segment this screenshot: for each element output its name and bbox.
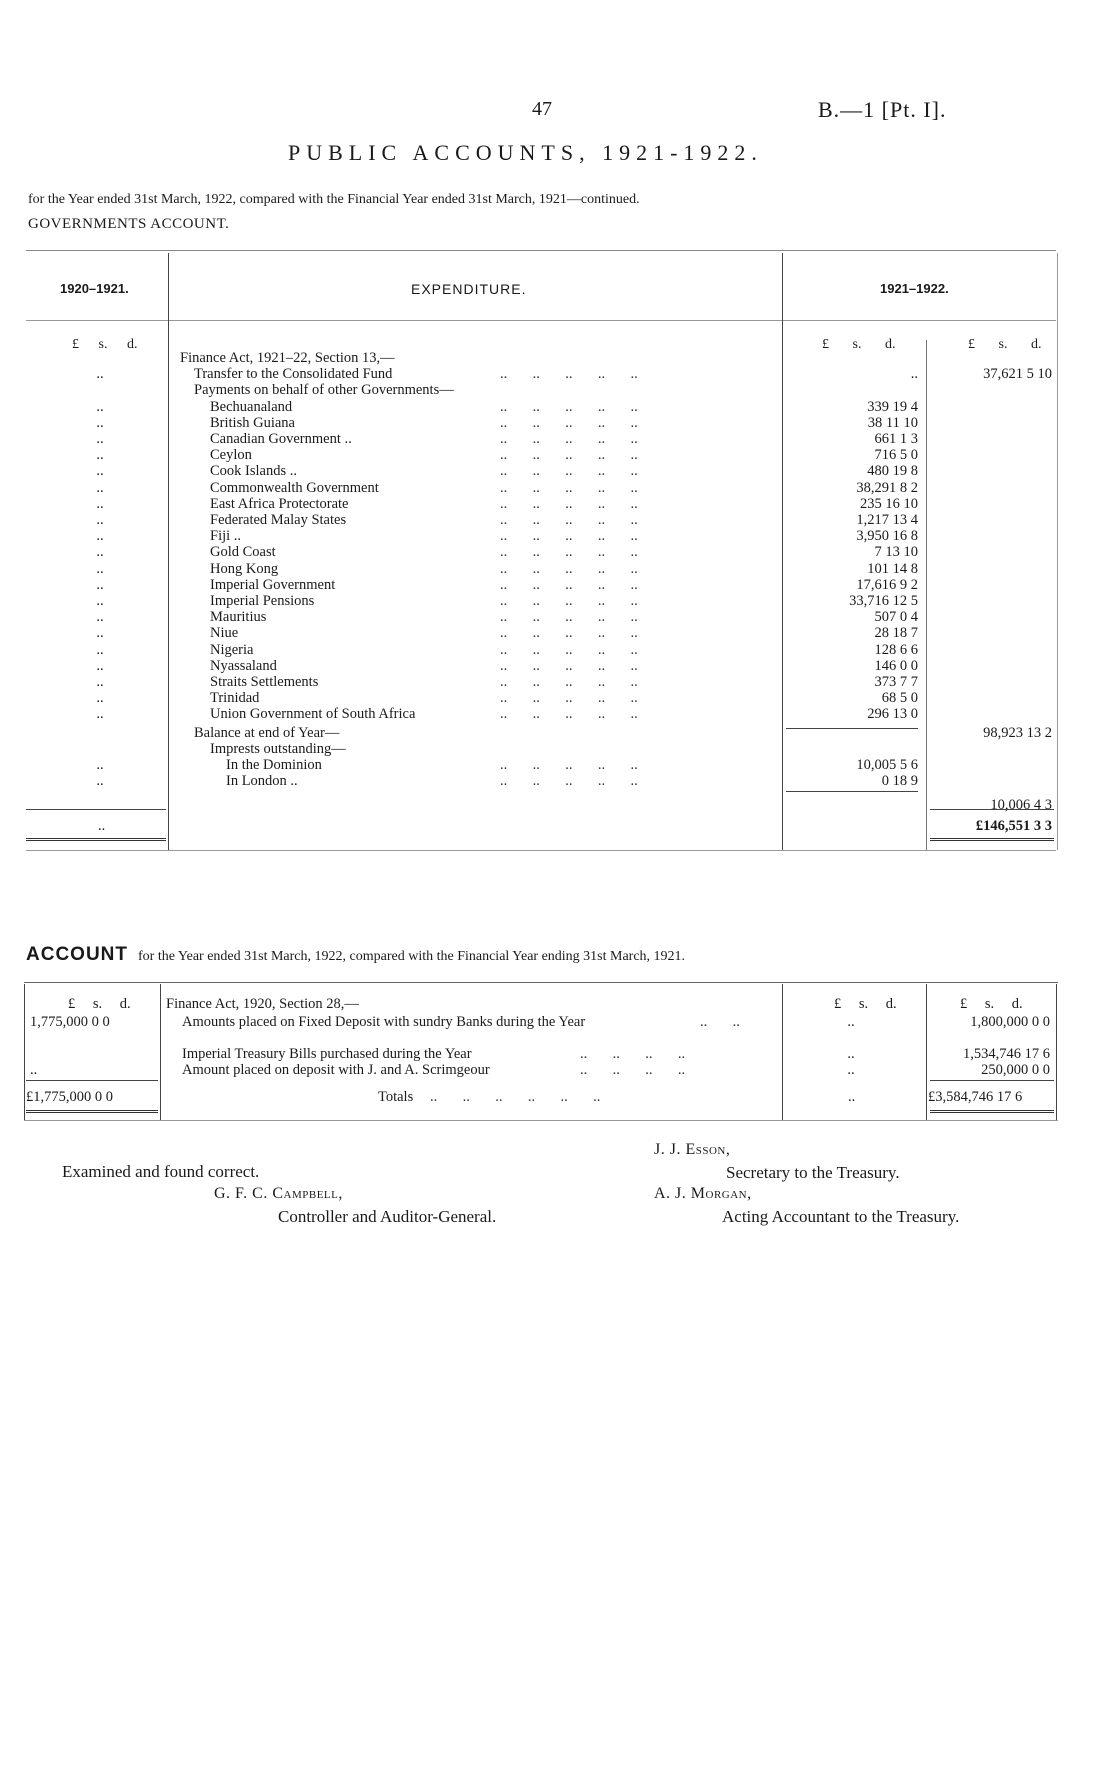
gov-row-label: Balance at end of Year—	[194, 724, 340, 741]
gov-row-leader-dots: .. .. .. .. ..	[500, 463, 638, 480]
gov-row-left-value: ..	[96, 757, 104, 773]
account-row-outer-value: 250,000 0 0	[981, 1062, 1050, 1078]
gov-row-inner-value: 1,217 13 4	[856, 512, 918, 528]
gov-row-leader-dots: .. .. .. .. ..	[500, 366, 638, 383]
gov-total-left: ..	[98, 818, 106, 834]
gov-row-inner-value: 38 11 10	[867, 414, 918, 431]
gov-row-label: Imprests outstanding—	[210, 740, 346, 757]
gov-row-leader-dots: .. .. .. .. ..	[500, 414, 638, 431]
account-row-label: Amounts placed on Fixed Deposit with sundry Banks during the Year	[182, 1014, 586, 1030]
gov-row-label: Federated Malay States	[210, 512, 347, 528]
column-header-1920-1921: 1920–1921.	[60, 281, 129, 296]
auditor-name: G. F. C. Campbell,	[214, 1185, 343, 1202]
gov-row-leader-dots: .. .. .. .. ..	[500, 528, 638, 545]
gov-row-label: Imperial Pensions	[210, 593, 315, 609]
gov-row-label: Transfer to the Consolidated Fund	[194, 366, 393, 383]
gov-row-left-value: ..	[96, 641, 104, 658]
gov-row-left-value: ..	[96, 463, 104, 480]
gov-row-outer-value: 98,923 13 2	[983, 724, 1052, 741]
unit-header-left: £ s. d.	[72, 337, 138, 352]
gov-row-left-value: ..	[96, 560, 104, 577]
gov-row-label: Payments on behalf of other Governments—	[194, 382, 454, 399]
gov-row-leader-dots: .. .. .. .. ..	[500, 657, 638, 674]
gov-row-left-value: ..	[96, 512, 104, 528]
account-title	[26, 944, 685, 966]
account-total-label: Totals	[378, 1089, 414, 1105]
gov-row-left-value: ..	[96, 625, 104, 642]
auditor-title: Controller and Auditor-General.	[278, 1207, 497, 1226]
gov-row-label: Gold Coast	[210, 544, 276, 561]
account-unit-mid: £ s. d.	[834, 996, 897, 1012]
gov-row-left-value: ..	[96, 690, 104, 707]
gov-row-inner-value: 296 13 0	[867, 706, 918, 723]
gov-row-label: Imperial Government	[210, 576, 336, 593]
account-row-leader-dots: .. .. .. ..	[580, 1062, 686, 1078]
gov-row-label: Commonwealth Government	[210, 479, 379, 496]
gov-row-inner-value: 480 19 8	[867, 463, 918, 480]
gov-row-inner-value: 10,005 5 6	[856, 757, 918, 773]
gov-row-label: East Africa Protectorate	[210, 495, 349, 512]
gov-row-outer-value: 10,006 4 3	[990, 797, 1052, 814]
gov-row-label: Mauritius	[210, 609, 267, 626]
gov-row-inner-value: 28 18 7	[874, 625, 918, 642]
account-row-leader-dots: .. .. .. ..	[580, 1046, 686, 1062]
section-title: GOVERNMENTS ACCOUNT.	[28, 216, 230, 232]
gov-row-left-value: ..	[96, 414, 104, 431]
gov-row-inner-value: 507 0 4	[874, 609, 918, 626]
gov-row-leader-dots: .. .. .. .. ..	[500, 560, 638, 577]
gov-row-label: In the Dominion	[226, 757, 322, 773]
account-row-inner-value: ..	[847, 1062, 855, 1078]
page-number: 47	[532, 98, 552, 120]
gov-row-inner-value: 128 6 6	[874, 641, 918, 658]
gov-row-inner-value: 339 19 4	[867, 398, 918, 415]
gov-row-left-value: ..	[96, 773, 104, 790]
gov-row-left-value: ..	[96, 593, 104, 609]
gov-row-label: Niue	[210, 625, 239, 642]
account-title-bold: ACCOUNT	[26, 944, 128, 965]
gov-row-label: British Guiana	[210, 414, 295, 431]
account-row-label: Imperial Treasury Bills purchased during the Year	[182, 1046, 472, 1062]
account-total-left: £1,775,000 0 0	[26, 1089, 113, 1105]
gov-row-inner-value: 661 1 3	[874, 431, 918, 447]
column-header-1921-1922: 1921–1922.	[880, 281, 949, 296]
gov-row-leader-dots: .. .. .. .. ..	[500, 641, 638, 658]
secretary-name: J. J. Esson,	[654, 1141, 731, 1158]
account-row-outer-value: 1,534,746 17 6	[963, 1046, 1050, 1062]
gov-row-left-value: ..	[96, 657, 104, 674]
page-title: PUBLIC ACCOUNTS, 1921-1922.	[288, 140, 763, 165]
gov-row-leader-dots: .. .. .. .. ..	[500, 625, 638, 642]
gov-row-inner-value: 146 0 0	[874, 657, 918, 674]
unit-header-right: £ s. d.	[968, 337, 1042, 352]
account-row-outer-value: 1,800,000 0 0	[970, 1014, 1050, 1030]
gov-row-leader-dots: .. .. .. .. ..	[500, 447, 638, 464]
gov-row-inner-value: 0 18 9	[881, 773, 918, 790]
gov-row-inner-value: 235 16 10	[860, 495, 918, 512]
gov-row-inner-value: 373 7 7	[874, 674, 918, 690]
gov-row-leader-dots: .. .. .. .. ..	[500, 576, 638, 593]
page-subtitle: for the Year ended 31st March, 1922, compared with the Financial Year ended 31st March, 1921—continued.	[28, 192, 640, 207]
gov-row-leader-dots: .. .. .. .. ..	[500, 609, 638, 626]
account-total-leader-dots: .. .. .. .. .. ..	[430, 1089, 601, 1105]
gov-row-label: Canadian Government ..	[210, 431, 352, 447]
gov-row-label: Hong Kong	[210, 560, 279, 577]
account-total-right: £3,584,746 17 6	[928, 1089, 1023, 1105]
gov-row-label: Bechuanaland	[210, 398, 293, 415]
gov-row-inner-value: 3,950 16 8	[856, 528, 918, 545]
gov-row-inner-value: 716 5 0	[874, 447, 918, 464]
account-total-inner: ..	[848, 1089, 856, 1105]
gov-row-leader-dots: .. .. .. .. ..	[500, 706, 638, 723]
accountant-name: A. J. Morgan,	[654, 1185, 752, 1202]
gov-row-left-value: ..	[96, 576, 104, 593]
gov-row-leader-dots: .. .. .. .. ..	[500, 544, 638, 561]
gov-row-leader-dots: .. .. .. .. ..	[500, 674, 638, 690]
gov-row-left-value: ..	[96, 431, 104, 447]
account-unit-left: £ s. d.	[68, 996, 131, 1012]
gov-row-leader-dots: .. .. .. .. ..	[500, 398, 638, 415]
gov-row-left-value: ..	[96, 495, 104, 512]
account-row-left-value: 1,775,000 0 0	[30, 1014, 110, 1030]
gov-row-left-value: ..	[96, 609, 104, 626]
examined-statement: Examined and found correct.	[62, 1162, 260, 1181]
gov-row-leader-dots: .. .. .. .. ..	[500, 512, 638, 528]
gov-row-leader-dots: .. .. .. .. ..	[500, 773, 638, 790]
gov-row-inner-value: 101 14 8	[867, 560, 918, 577]
gov-row-left-value: ..	[96, 479, 104, 496]
gov-row-label: Ceylon	[210, 447, 252, 464]
unit-header-mid: £ s. d.	[822, 337, 896, 352]
gov-total-right: £146,551 3 3	[975, 818, 1052, 834]
gov-row-leader-dots: .. .. .. .. ..	[500, 690, 638, 707]
gov-row-label: In London ..	[226, 773, 298, 790]
gov-row-outer-value: 37,621 5 10	[983, 366, 1052, 383]
gov-row-label: Cook Islands ..	[210, 463, 297, 480]
gov-row-leader-dots: .. .. .. .. ..	[500, 593, 638, 609]
secretary-title: Secretary to the Treasury.	[726, 1163, 900, 1182]
gov-row-left-value: ..	[96, 674, 104, 690]
account-row-inner-value: ..	[847, 1046, 855, 1062]
account-row-left-value: ..	[30, 1062, 38, 1078]
account-row-label: Amount placed on deposit with J. and A. Scrimgeour	[182, 1062, 490, 1078]
gov-row-label: Nigeria	[210, 641, 254, 658]
account-row-leader-dots: .. ..	[700, 1014, 740, 1030]
gov-row-leader-dots: .. .. .. .. ..	[500, 757, 638, 773]
gov-row-inner-value: 7 13 10	[874, 544, 918, 561]
gov-row-label: Finance Act, 1921–22, Section 13,—	[180, 350, 395, 366]
gov-row-inner-value: ..	[910, 366, 918, 383]
gov-row-inner-value: 17,616 9 2	[856, 576, 918, 593]
gov-row-inner-value: 68 5 0	[881, 690, 918, 707]
gov-row-inner-value: 33,716 12 5	[849, 593, 918, 609]
gov-row-left-value: ..	[96, 528, 104, 545]
gov-row-leader-dots: .. .. .. .. ..	[500, 431, 638, 447]
gov-row-left-value: ..	[96, 544, 104, 561]
account-row-inner-value: ..	[847, 1014, 855, 1030]
gov-row-left-value: ..	[96, 447, 104, 464]
gov-row-label: Straits Settlements	[210, 674, 319, 690]
gov-row-leader-dots: .. .. .. .. ..	[500, 495, 638, 512]
gov-row-leader-dots: .. .. .. .. ..	[500, 479, 638, 496]
account-unit-right: £ s. d.	[960, 996, 1023, 1012]
account-title-rest: for the Year ended 31st March, 1922, compared with the Financial Year ending 31st March, 1921.	[138, 949, 686, 964]
gov-row-label: Nyassaland	[210, 657, 277, 674]
gov-row-label: Trinidad	[210, 690, 260, 707]
gov-row-inner-value: 38,291 8 2	[856, 479, 918, 496]
gov-row-left-value: ..	[96, 366, 104, 383]
gov-row-left-value: ..	[96, 398, 104, 415]
column-header-expenditure: EXPENDITURE.	[411, 281, 527, 297]
gov-row-label: Fiji ..	[210, 528, 242, 545]
document-reference: B.—1 [Pt. I].	[818, 97, 947, 122]
gov-row-left-value: ..	[96, 706, 104, 723]
gov-row-label: Union Government of South Africa	[210, 706, 416, 723]
account-heading: Finance Act, 1920, Section 28,—	[166, 996, 359, 1012]
accountant-title: Acting Accountant to the Treasury.	[722, 1207, 960, 1226]
